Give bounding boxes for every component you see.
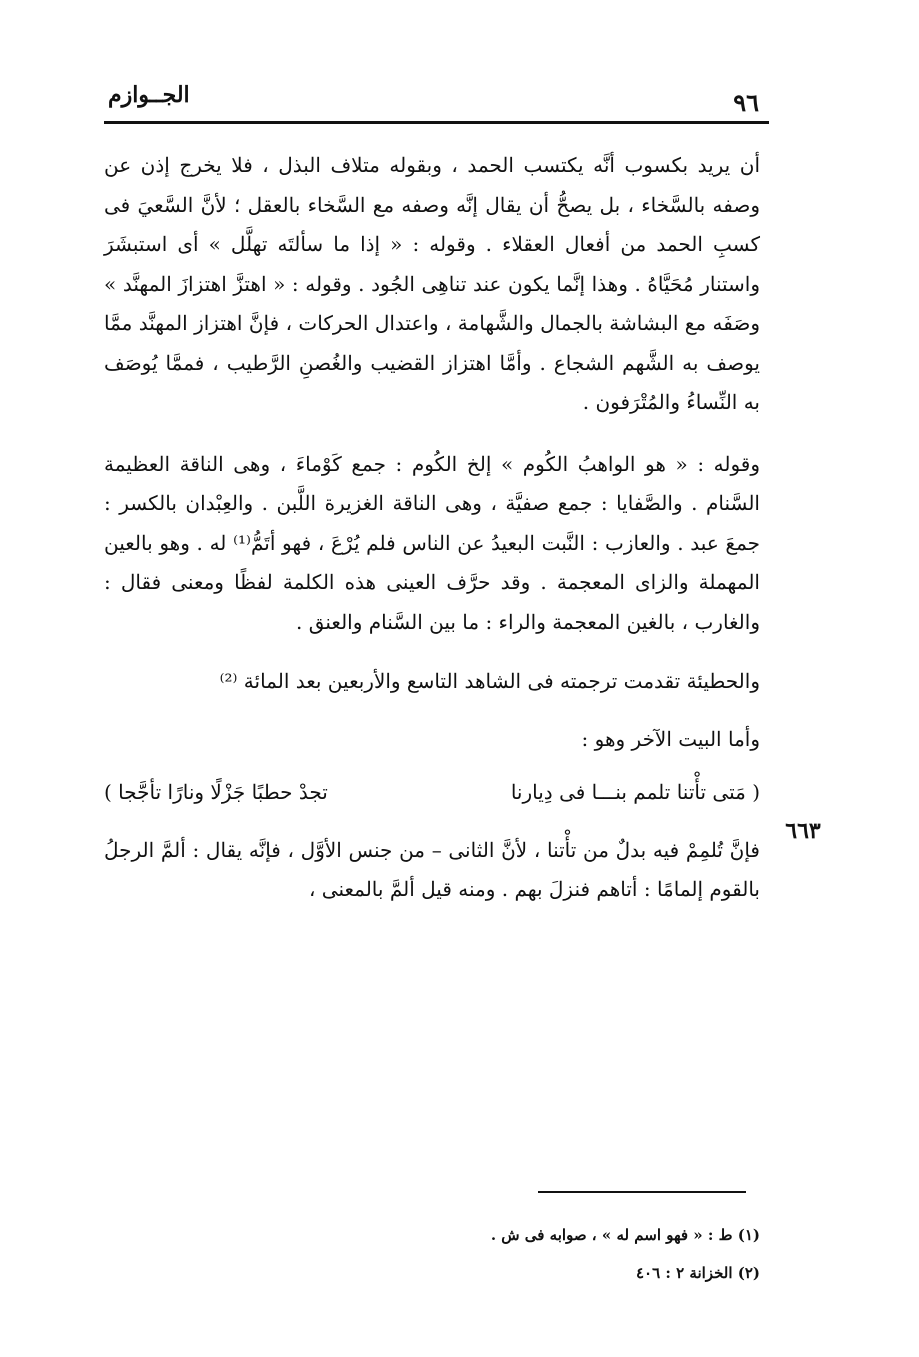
poetry-verse (104, 773, 760, 813)
page-number: ٩٦ (733, 88, 759, 117)
paragraph: فإنَّ تُلمِمْ فيه بدلٌ من تأْتنا ، لأنَّ الثانى – من جنس الأوَّل ، فإنَّه يقال : ألمَّ الرجلُ بالقوم إلمامًا : أتاهم فنزلَ بهم . ومنه قيل ألمَّ بالمعنى ، (104, 837, 760, 901)
footnote-rule (538, 1191, 746, 1193)
footnote: (١) ط : « فهو اسم له » ، صوابه فى ش . (490, 1226, 760, 1244)
main-text (104, 146, 760, 929)
paragraph: وقوله : « هو الواهبُ الكُوم » إلخ الكُوم : جمع كَوْماءَ ، وهى الناقة العظيمة السَّنام . والصَّفايا : جمع صفيَّة ، وهى الناقة الغزيرة اللَّبن . والعِبْدان بالكسر : جمعَ عبد . والعازب : النَّبت البعيدُ عن الناس فلم يُرْعَ ، فهو أتَمُّ⁽¹⁾ له . وهو بالعين المهملة والزاى المعجمة . وقد حرَّف العينى هذه الكلمة لفظًا ومعنى فقال : والغارب ، بالغين المعجمة والراء : ما بين السَّنام والعنق . (104, 451, 760, 634)
page-header (104, 78, 769, 124)
paragraph: وأما البيت الآخر وهو : (581, 726, 760, 751)
verse-first-hemistich: ( مَتى تأْتنا تلمم بنـــا فى دِيارنا (510, 780, 760, 804)
footnote: (٢) الخزانة ٢ : ٤٠٦ (635, 1264, 760, 1282)
paragraph: أن يريد بكسوب أنَّه يكتسب الحمد ، وبقوله متلاف البذل ، فلا يخرج إذن عن وصفه بالسَّخاء ، بل يصحُّ أن يقال إنَّه وصفه مع السَّخاء بالعقل ؛ لأنَّ السَّعيَ فى كسبِ الحمد من أفعال العقلاء . وقوله : « إذا ما سألتَه تهلَّل » أى استبشَرَ واستنار مُحَيَّاهُ . وهذا إنَّما يكون عند تناهِى الجُود . وقوله : « اهتزَّ اهتزازَ المهنَّد » وصَفَه مع البشاشة بالجمال والشَّهامة ، واعتدال الحركات ، فإنَّ اهتزاز المهنَّد ممَّا يوصف به الشَّهم الشجاع . وأمَّا اهتزاز القضيب والغُصنِ الرَّطيب ، فممَّا يُوصَف به النِّساءُ والمُتْرَفون . (104, 153, 761, 414)
margin-reference-number: ٦٦٣ (785, 818, 821, 844)
header-rule (104, 121, 769, 124)
running-title: الجــوازم (108, 82, 190, 108)
verse-second-hemistich: تجدْ حطبًا جَزْلًا ونارًا تأجَّجا ) (104, 780, 328, 804)
footnotes (360, 1216, 760, 1292)
paragraph: والحطيئة تقدمت ترجمته فى الشاهد التاسع والأربعين بعد المائة ⁽²⁾ (219, 669, 760, 693)
